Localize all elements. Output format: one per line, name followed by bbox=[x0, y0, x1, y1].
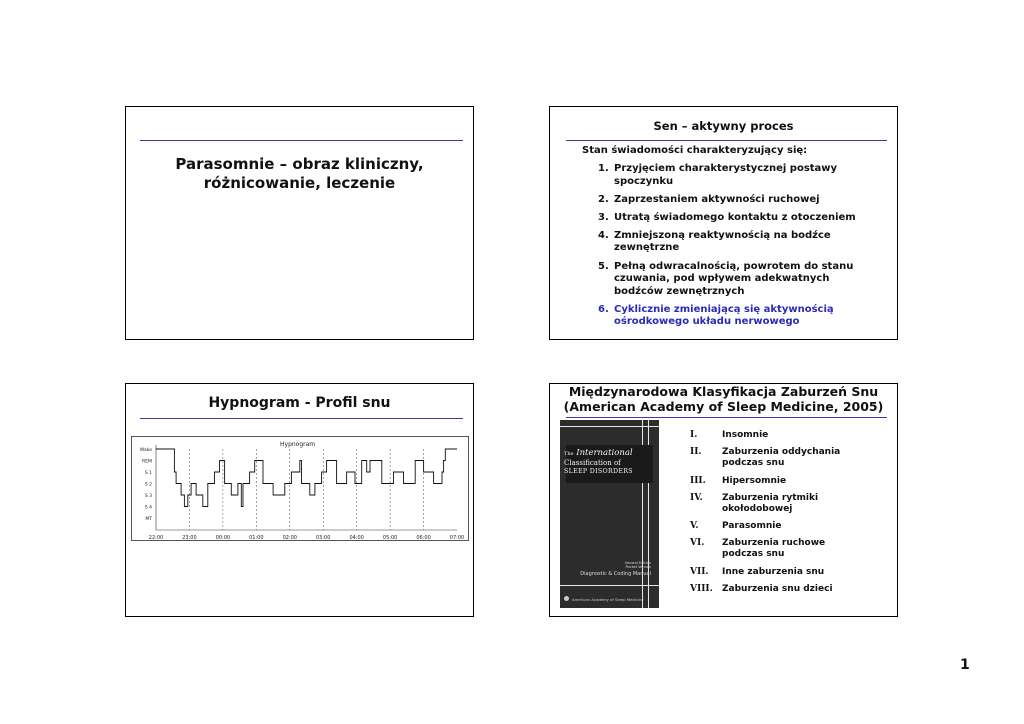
list-item-number: III. bbox=[690, 475, 706, 486]
page-number: 1 bbox=[960, 657, 970, 673]
book-title-line3: SLEEP DISORDERS bbox=[564, 468, 633, 475]
list-item-number: II. bbox=[690, 447, 702, 458]
sleep-stage-line bbox=[156, 449, 457, 507]
publisher-logo-icon bbox=[564, 596, 569, 601]
x-tick-label: 02:00 bbox=[282, 535, 297, 540]
list-item-highlighted bbox=[598, 304, 878, 329]
slide-2 bbox=[549, 106, 898, 340]
list-item-text: Zmniejszoną reaktywnością na bodźce zewnętrzne bbox=[614, 229, 831, 254]
list-item bbox=[690, 567, 865, 578]
slide-4-title-line1: Międzynarodowa Klasyfikacja Zaburzeń Snu bbox=[568, 384, 879, 399]
x-tick-label: 04:00 bbox=[349, 535, 364, 540]
slide-4-list bbox=[690, 430, 865, 601]
x-tick-label: 05:00 bbox=[382, 535, 398, 540]
slide-2-intro: Stan świadomości charakteryzujący się: bbox=[582, 145, 808, 156]
x-tick-label: 22:00 bbox=[148, 535, 164, 540]
slide-1 bbox=[125, 106, 474, 340]
list-item-text: Zaprzestaniem aktywności ruchowej bbox=[614, 193, 820, 205]
slide-1-title-rule bbox=[140, 140, 463, 141]
x-tick-label: 07:00 bbox=[449, 535, 465, 540]
list-item-number: VI. bbox=[690, 538, 705, 549]
list-item-text: Zaburzenia ruchowe podczas snu bbox=[722, 538, 826, 560]
list-item-text: Pełną odwracalnością, powrotem do stanu czuwania, pod wpływem adekwatnych bodźców zewnętrznych bbox=[614, 260, 854, 297]
list-item-text: Zaburzenia rytmiki okołodobowej bbox=[722, 492, 819, 514]
list-item-text: Zaburzenia snu dzieci bbox=[722, 584, 833, 595]
y-tick-label: S 1 bbox=[144, 471, 152, 476]
list-item bbox=[598, 163, 878, 188]
list-item bbox=[598, 212, 878, 225]
x-tick-label: 23:00 bbox=[182, 535, 197, 540]
list-item-text: Insomnie bbox=[722, 430, 769, 440]
list-item-text: Przyjęciem charakterystycznej postawy spoczynku bbox=[614, 163, 838, 187]
list-item-number: 4. bbox=[598, 229, 609, 241]
list-item-text: Parasomnie bbox=[722, 521, 782, 532]
slide-3 bbox=[125, 383, 474, 617]
slide-2-title: Sen – aktywny proces bbox=[653, 119, 794, 133]
slide-4 bbox=[549, 383, 898, 617]
list-item bbox=[598, 230, 878, 255]
slide-4-title-line2: (American Academy of Sleep Medicine, 2005) bbox=[563, 399, 884, 414]
y-tick-label: S 3 bbox=[144, 494, 152, 499]
list-item bbox=[598, 194, 878, 207]
x-tick-label: 00:00 bbox=[215, 535, 231, 540]
y-tick-label: S 4 bbox=[144, 505, 152, 511]
list-item-number: 3. bbox=[598, 211, 609, 223]
list-item-number: 5. bbox=[598, 260, 609, 272]
list-item-number: V. bbox=[690, 521, 699, 532]
book-title-main: International bbox=[576, 448, 633, 458]
slide-1-title-line1: Parasomnie – obraz kliniczny, bbox=[175, 155, 424, 173]
y-tick-label: Wake bbox=[139, 448, 152, 453]
slide-4-title-rule bbox=[566, 417, 887, 418]
cover-line bbox=[560, 426, 659, 427]
list-item bbox=[690, 584, 865, 595]
list-item-number: I. bbox=[690, 430, 698, 440]
book-title-prefix: The bbox=[564, 451, 574, 457]
slide-4-title bbox=[550, 384, 897, 414]
slide-3-title: Hypnogram - Profil snu bbox=[208, 395, 391, 411]
hypnogram-chart bbox=[132, 437, 468, 540]
list-item bbox=[598, 261, 878, 299]
hypnogram-figure bbox=[131, 436, 469, 541]
list-item-number: IV. bbox=[690, 492, 703, 503]
list-item bbox=[690, 476, 865, 487]
list-item-number: 6. bbox=[598, 303, 609, 315]
cover-line bbox=[560, 585, 659, 586]
list-item-text: Hipersomnie bbox=[722, 475, 787, 486]
chart-title: Hypnogram bbox=[280, 441, 316, 448]
x-tick-label: 06:00 bbox=[416, 535, 431, 540]
slide-3-title-rule bbox=[140, 418, 463, 419]
list-item-text: Utratą świadomego kontaktu z otoczeniem bbox=[614, 211, 856, 223]
book-title-line2: Classification of bbox=[564, 459, 621, 467]
book-publisher: American Academy of Sleep Medicine bbox=[572, 597, 644, 602]
book-version: Pocket Version bbox=[625, 565, 651, 569]
list-item bbox=[690, 430, 865, 441]
book-cover-image bbox=[560, 420, 659, 608]
list-item bbox=[690, 521, 865, 532]
list-item-text: Inne zaburzenia snu bbox=[722, 566, 825, 577]
y-tick-label: MT bbox=[145, 517, 152, 522]
slide-2-title-rule bbox=[566, 140, 887, 141]
x-tick-label: 01:00 bbox=[249, 535, 264, 540]
list-item-number: VII. bbox=[690, 566, 709, 577]
book-title-line1 bbox=[564, 448, 633, 458]
slide-2-list bbox=[598, 163, 878, 335]
list-item bbox=[690, 538, 865, 560]
list-item-text: Cyklicznie zmieniającą się aktywnością ośrodkowego układu nerwowego bbox=[614, 303, 834, 328]
list-item-number: VIII. bbox=[690, 584, 713, 595]
list-item bbox=[690, 447, 865, 469]
book-edition: Second Edition bbox=[624, 561, 651, 565]
x-tick-label: 03:00 bbox=[316, 535, 331, 540]
slide-1-title-line2: różnicowanie, leczenie bbox=[203, 174, 396, 192]
list-item-number: 1. bbox=[598, 163, 609, 174]
y-tick-label: S 2 bbox=[144, 482, 152, 488]
list-item-number: 2. bbox=[598, 193, 609, 205]
list-item bbox=[690, 493, 865, 515]
slide-1-title bbox=[126, 155, 473, 193]
list-item-text: Zaburzenia oddychania podczas snu bbox=[722, 447, 841, 469]
y-tick-label: REM bbox=[142, 459, 152, 465]
book-subtitle: Diagnostic & Coding Manual bbox=[580, 571, 651, 577]
